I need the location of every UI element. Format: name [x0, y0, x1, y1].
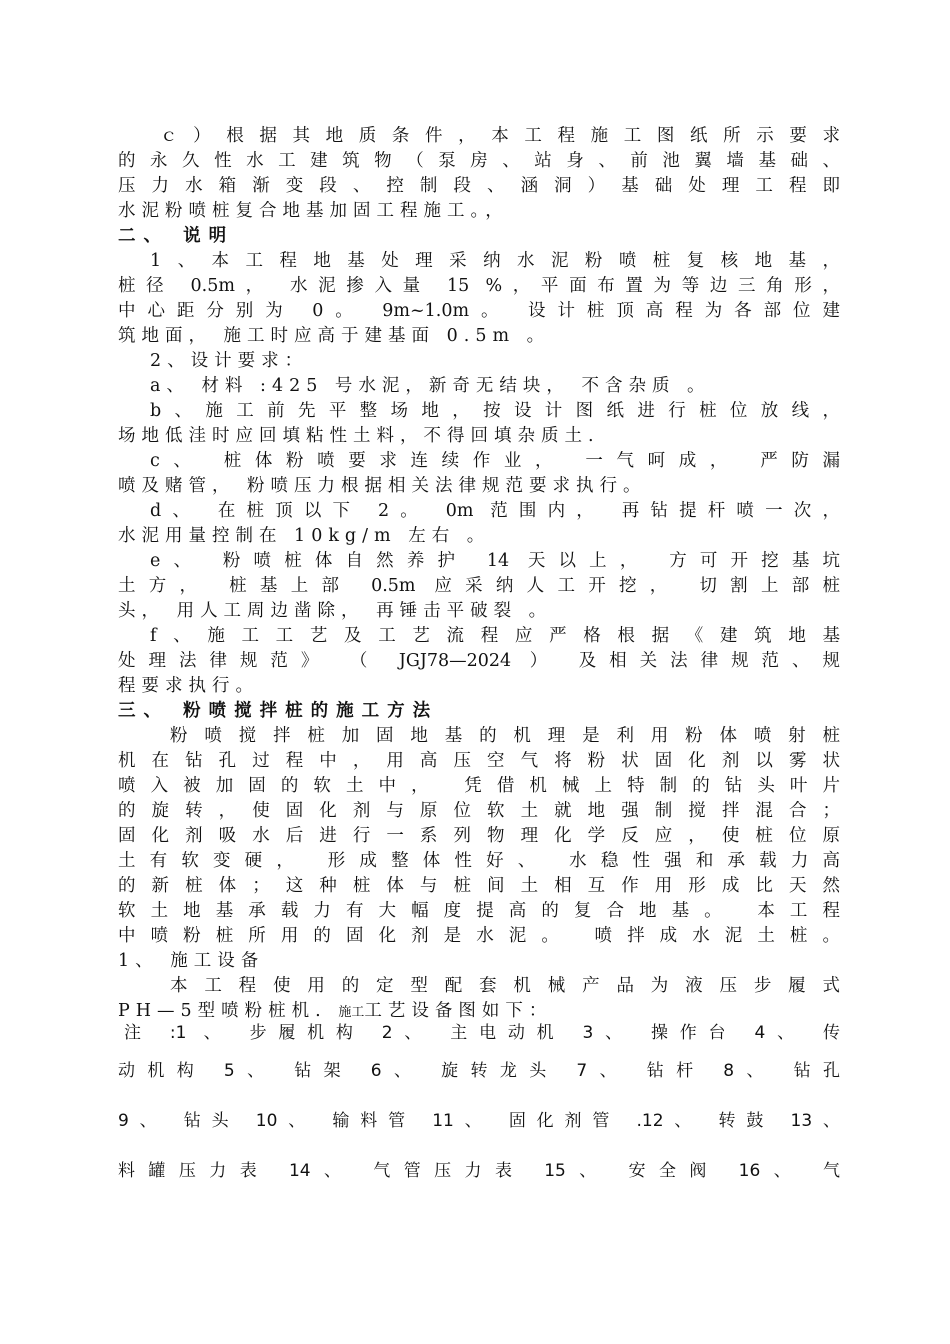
requirement-a: a、 材料 :425 号水泥，新奇无结块， 不含杂质 。 — [150, 376, 711, 396]
requirement-b-line-1: b、施工前先平整场地，按设计图纸进行桩位放线， — [150, 401, 840, 421]
section-3-line-3: 喷入被加固的软土中， 凭借机械上特制的钻头叶片 — [118, 776, 840, 796]
requirement-c-line-2: 喷及赌管， 粉喷压力根据相关法律规范要求执行。 — [118, 476, 647, 496]
requirement-e-line-2: 土方， 桩基上部 0.5m 应采纳人工开挖， 切割上部桩 — [118, 576, 840, 596]
item-1-line-2: 桩径 0.5m， 水泥掺入量 15 %，平面布置为等边三角形， — [118, 276, 840, 296]
section-3-line-8: 软土地基承载力有大幅度提高的复合地基。 本工程 — [118, 901, 840, 921]
requirement-e-line-1: e、 粉喷桩体自然养护 14 天以上， 方可开挖基坑 — [150, 551, 840, 571]
item-2-title: 2、设计要求： — [150, 351, 309, 371]
section-3-line-2: 机在钻孔过程中，用高压空气将粉状固化剂以雾状 — [118, 751, 840, 771]
subsection-1-heading: 1、 施工设备 — [118, 951, 265, 971]
requirement-f-line-2: 处理法律规范》 （ JGJ78—2024 ） 及相关法律规范、规 — [118, 651, 840, 671]
requirement-d-line-2: 水泥用量控制在 10kg/m 左右 。 — [118, 526, 491, 546]
figure-intro: 工艺设备图如下： — [364, 1001, 553, 1021]
requirement-f-line-1: f、施工工艺及工艺流程应严格根据《建筑地基 — [150, 626, 840, 646]
item-1-line-3: 中心距分别为 0。 9m~1.0m。 设计桩顶高程为各部位建 — [118, 301, 840, 321]
paragraph-c-line-2: 的永久性水工建筑物（泵房、站身、前池翼墙基础、 — [118, 151, 840, 171]
machine-model: PH—5型喷粉桩机 — [118, 1001, 316, 1021]
paragraph-c-line-4: 水泥粉喷桩复合地基加固工程施工。， — [118, 201, 509, 221]
requirement-c-line-1: c、 桩体粉喷要求连续作业， 一气呵成， 严防漏 — [150, 451, 840, 471]
item-1-line-4: 筑地面， 施工时应高于建基面 0.5m 。 — [118, 326, 551, 346]
paragraph-c-line-1: ｃ）根据其地质条件，本工程施工图纸所示要求 — [160, 126, 840, 146]
requirement-b-line-2: 场地低洼时应回填粘性土料，不得回填杂质土. — [118, 426, 600, 446]
section-2-heading: 二、 说明 — [118, 226, 235, 246]
section-3-heading: 三、 粉喷搅拌桩的施工方法 — [118, 701, 439, 721]
paragraph-c-line-3: 压力水箱渐变段、控制段、涵洞）基础处理工程即 — [118, 176, 840, 196]
section-3-line-1: 粉喷搅拌桩加固地基的机理是利用粉体喷射桩 — [170, 726, 840, 746]
section-3-line-6: 土有软变硬， 形成整体性好、 水稳性强和承载力高 — [118, 851, 840, 871]
notes-line-2: 动机构 5、 钻架 6、 旋转龙头 7、 钻杆 8、 钻孔 — [118, 1061, 840, 1081]
equipment-intro-line-1: 本工程使用的定型配套机械产品为液压步履式 — [170, 976, 840, 996]
separator: . — [315, 1001, 339, 1021]
requirement-e-line-3: 头， 用人工周边凿除， 再锤击平破裂 。 — [118, 601, 553, 621]
small-text: 施工 — [338, 1005, 365, 1020]
section-3-line-9: 中喷粉桩所用的固化剂是水泥。 喷拌成水泥土桩。 — [118, 926, 840, 946]
section-3-line-7: 的新桩体；这种桩体与桩间土相互作用形成比天然 — [118, 876, 840, 896]
section-3-line-5: 固化剂吸水后进行一系列物理化学反应，使桩位原 — [118, 826, 840, 846]
notes-line-3: 9、 钻头 10、 输料管 11、 固化剂管 .12、 转鼓 13、 — [118, 1111, 840, 1131]
notes-line-4: 料罐压力表 14、 气管压力表 15、 安全阀 16、 气 — [118, 1161, 840, 1181]
section-3-line-4: 的旋转，使固化剂与原位软土就地强制搅拌混合； — [118, 801, 840, 821]
notes-line-1: 注 :1 、 步履机构 2、 主电动机 3、 操作台 4、 传 — [124, 1023, 840, 1043]
requirement-f-line-3: 程要求执行。 — [118, 676, 259, 696]
requirement-d-line-1: d、 在桩顶以下 2。 0m 范围内， 再钻提杆喷一次， — [150, 501, 840, 521]
item-1-line-1: 1、本工程地基处理采纳水泥粉喷桩复核地基， — [150, 251, 840, 271]
